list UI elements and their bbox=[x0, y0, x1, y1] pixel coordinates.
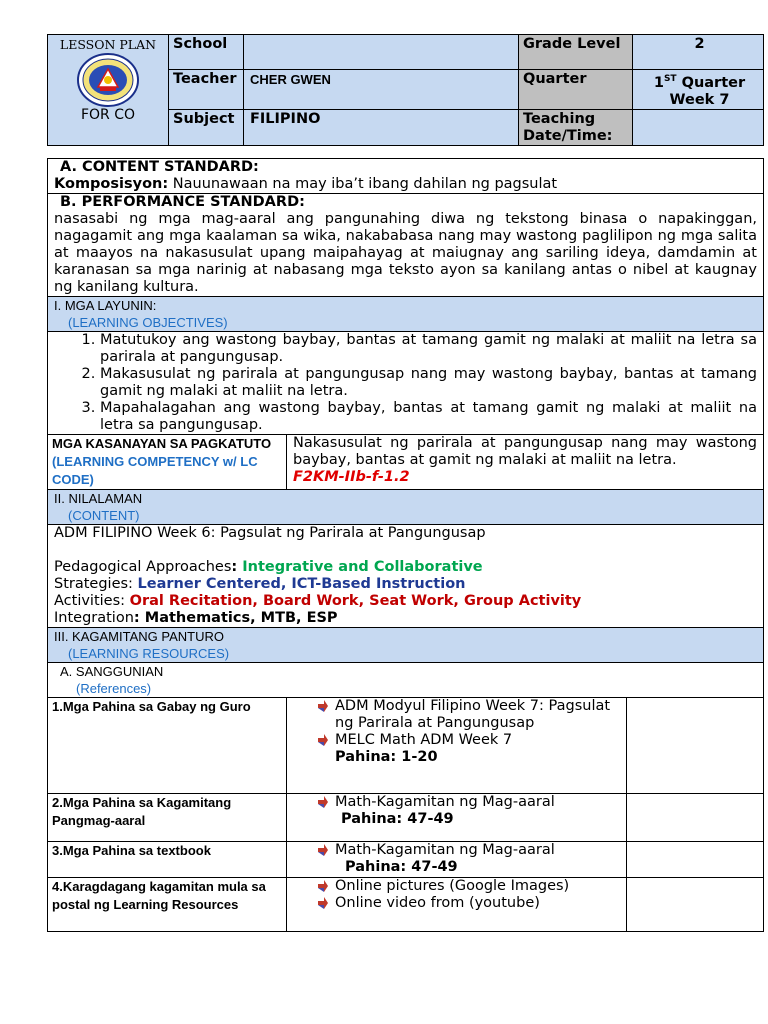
references-header bbox=[48, 663, 764, 698]
quarter-rest: Quarter bbox=[676, 74, 746, 91]
performance-standard-cell bbox=[48, 194, 764, 297]
ref-row-2-value-cell bbox=[287, 794, 627, 842]
deped-seal-icon bbox=[76, 53, 140, 107]
ref-row-2-empty bbox=[627, 794, 764, 842]
ref-list-item: ADM Modyul Filipino Week 7: Pagsulat ng Parirala at Pangungusap bbox=[315, 698, 620, 732]
resources-subtitle: (LEARNING RESOURCES) bbox=[68, 646, 230, 661]
header-table bbox=[47, 34, 764, 146]
content-subtitle: (CONTENT) bbox=[68, 508, 140, 523]
grade-level-label: Grade Level bbox=[519, 35, 633, 70]
main-table bbox=[47, 158, 764, 932]
bullet-arrow-icon bbox=[317, 879, 329, 893]
lesson-plan-label: LESSON PLAN bbox=[59, 37, 157, 52]
ref-row-label: 1.Mga Pahina sa Gabay ng Guro bbox=[52, 699, 251, 714]
content-standard-cell bbox=[48, 159, 764, 194]
ref-row-label: 2.Mga Pahina sa Kagamitang Pangmag-aaral bbox=[52, 795, 232, 828]
ref-row-3-empty bbox=[627, 842, 764, 878]
week-value: Week 7 bbox=[669, 91, 730, 108]
content-standard-title: A. CONTENT STANDARD: bbox=[60, 159, 259, 175]
bullet-arrow-icon bbox=[317, 699, 329, 713]
content-header bbox=[48, 490, 764, 525]
strategies-value: Learner Centered, ICT-Based Instruction bbox=[137, 576, 466, 592]
quarter-sup: ST bbox=[663, 74, 677, 84]
ref-row-2-label-cell bbox=[48, 794, 287, 842]
objectives-title: I. MGA LAYUNIN: bbox=[54, 298, 157, 313]
quarter-value bbox=[633, 70, 764, 110]
activities-line: Activities: Oral Recitation, Board Work, Seat Work, Group Activity bbox=[54, 593, 582, 609]
pahina-text: Pahina: 1-20 bbox=[335, 749, 438, 765]
competency-label-cell bbox=[48, 435, 287, 490]
ref-row-3-value-cell bbox=[287, 842, 627, 878]
school-value bbox=[244, 35, 519, 70]
bullet-arrow-icon bbox=[317, 733, 329, 747]
school-label: School bbox=[169, 35, 244, 70]
teacher-label: Teacher bbox=[169, 70, 244, 110]
integration-value: Mathematics, MTB, ESP bbox=[144, 610, 338, 626]
references-title: A. SANGGUNIAN bbox=[60, 664, 164, 679]
competency-code: F2KM-IIb-f-1.2 bbox=[293, 469, 410, 485]
performance-standard-text: nasasabi ng mga mag-aaral ang pangunahing diwa ng tekstong binasa o napakinggan, nagagamit ang mga kaalaman sa wika, nakababasa nang may wastong paglilipon ng mga salita at maayos na nakasusulat upang maipahayag at maiugnay ang sariling ideya, damdamin at karanasan sa mga narinig at nabasang mga teksto ayon sa kanilang antas o nibel at kaugnay ng kanilang kultura. bbox=[54, 211, 757, 295]
objective-item: 1. Matutukoy ang wastong baybay, bantas at tamang gamit ng malaki at maliit na letra sa parirala at pangungusap. bbox=[100, 332, 757, 366]
content-standard-text: Nauunawaan na may iba’t ibang dahilan ng pagsulat bbox=[168, 176, 558, 192]
ref-list-item: MELC Math ADM Week 7 bbox=[315, 732, 620, 749]
pedagogical-line: Pedagogical Approaches: Integrative and Collaborative bbox=[54, 559, 483, 575]
bullet-arrow-icon bbox=[317, 843, 329, 857]
ref-row-4-label-cell bbox=[48, 878, 287, 932]
references-subtitle: (References) bbox=[76, 681, 152, 696]
subject-value: FILIPINO bbox=[244, 109, 519, 145]
ref-row-3-label-cell bbox=[48, 842, 287, 878]
competency-text: Nakasusulat ng parirala at pangungusap nang may wastong baybay, bantas at gamit ng malaki at maliit na letra. bbox=[293, 435, 757, 468]
teaching-value bbox=[633, 109, 764, 145]
quarter-number: 1 bbox=[653, 74, 664, 91]
performance-standard-title: B. PERFORMANCE STANDARD: bbox=[60, 194, 305, 210]
objectives-subtitle: (LEARNING OBJECTIVES) bbox=[68, 315, 228, 330]
logo-cell bbox=[48, 35, 169, 146]
pedagogical-value: Integrative and Collaborative bbox=[242, 559, 483, 575]
ref-row-4-empty bbox=[627, 878, 764, 932]
subject-label: Subject bbox=[169, 109, 244, 145]
objectives-list bbox=[54, 332, 757, 434]
adm-text: ADM FILIPINO Week 6: Pagsulat ng Parirala at Pangungusap bbox=[54, 525, 486, 541]
objectives-header bbox=[48, 297, 764, 332]
teaching-label: Teaching Date/Time: bbox=[519, 109, 633, 145]
bullet-arrow-icon bbox=[317, 896, 329, 910]
for-co-label: FOR CO bbox=[80, 107, 136, 123]
objective-item: 3. Mapahalagahan ang wastong baybay, bantas at tamang gamit ng malaki at maliit na letra sa pangungusap. bbox=[100, 400, 757, 434]
resources-title: III. KAGAMITANG PANTURO bbox=[54, 629, 224, 644]
integration-line: Integration: Mathematics, MTB, ESP bbox=[54, 610, 338, 626]
strategies-line: Strategies: Learner Centered, ICT-Based Instruction bbox=[54, 576, 466, 592]
content-title: II. NILALAMAN bbox=[54, 491, 143, 506]
komposisyon-label: Komposisyon: bbox=[54, 176, 169, 192]
ref-row-1-label-cell bbox=[48, 698, 287, 794]
ref-row-4-value-cell bbox=[287, 878, 627, 932]
ref-list-item: Math-Kagamitan ng Mag-aaral bbox=[315, 842, 620, 859]
competency-sublabel: (LEARNING COMPETENCY w/ LC CODE) bbox=[52, 454, 258, 487]
objectives-list-cell bbox=[48, 332, 764, 435]
ref-row-label: 3.Mga Pahina sa textbook bbox=[52, 843, 211, 858]
ref-row-label: 4.Karagdagang kagamitan mula sa postal ng Learning Resources bbox=[52, 879, 266, 912]
activities-value: Oral Recitation, Board Work, Seat Work, Group Activity bbox=[129, 593, 582, 609]
quarter-label: Quarter bbox=[519, 70, 633, 110]
ref-list-item: Online video from (youtube) bbox=[315, 895, 620, 912]
ref-list-item: Online pictures (Google Images) bbox=[315, 878, 620, 895]
objective-item: 2. Makasusulat ng parirala at pangungusap nang may wastong baybay, bantas at tamang gamit ng malaki at maliit na letra. bbox=[100, 366, 757, 400]
teacher-value: CHER GWEN bbox=[244, 70, 519, 110]
content-body-cell bbox=[48, 525, 764, 628]
resources-header bbox=[48, 628, 764, 663]
bullet-arrow-icon bbox=[317, 795, 329, 809]
pahina-text: Pahina: 47-49 bbox=[345, 859, 458, 875]
ref-list-item: Math-Kagamitan ng Mag-aaral bbox=[315, 794, 620, 811]
competency-label: MGA KASANAYAN SA PAGKATUTO bbox=[52, 436, 272, 451]
ref-row-1-empty bbox=[627, 698, 764, 794]
ref-row-1-value-cell bbox=[287, 698, 627, 794]
competency-value-cell bbox=[287, 435, 764, 490]
grade-level-value: 2 bbox=[633, 35, 764, 70]
pahina-text: Pahina: 47-49 bbox=[341, 811, 454, 827]
